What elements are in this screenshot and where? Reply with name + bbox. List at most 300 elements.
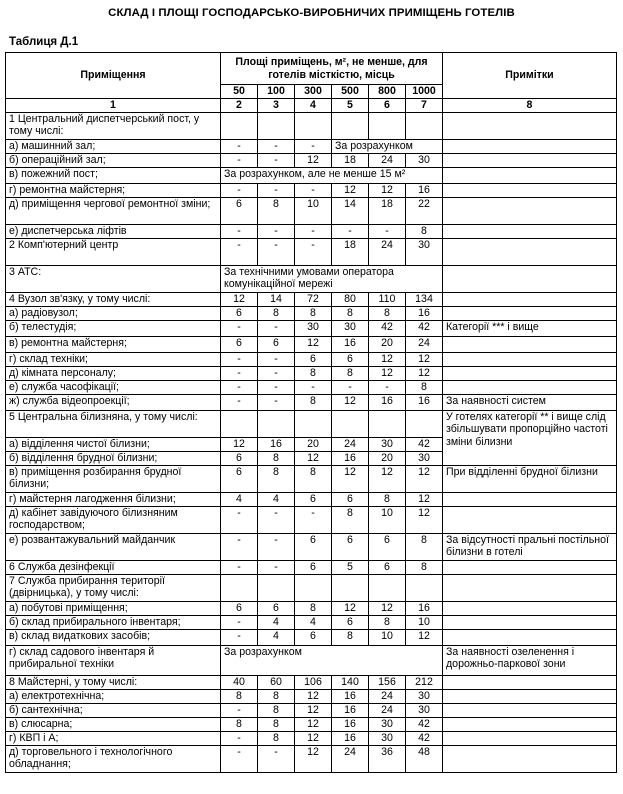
value-cell: 4 bbox=[258, 615, 295, 629]
header-capacity: 100 bbox=[258, 85, 295, 99]
value-cell: - bbox=[221, 183, 258, 197]
value-cell: 8 bbox=[258, 703, 295, 717]
value-cell: 6 bbox=[295, 352, 332, 366]
value-cell bbox=[295, 410, 332, 437]
value-cell bbox=[332, 112, 369, 139]
value-cell: 8 bbox=[406, 224, 443, 238]
value-cell: 6 bbox=[221, 197, 258, 224]
value-cell: 12 bbox=[332, 394, 369, 410]
value-cell: - bbox=[258, 394, 295, 410]
value-cell: 30 bbox=[406, 689, 443, 703]
value-cell: 18 bbox=[332, 238, 369, 265]
value-cell: 6 bbox=[332, 615, 369, 629]
note-cell: Категорії *** і вище bbox=[443, 320, 617, 336]
row-label: б) склад прибирального інвентаря; bbox=[6, 615, 221, 629]
value-cell: - bbox=[221, 366, 258, 380]
row-label: д) приміщення чергової ремонтної зміни; bbox=[6, 197, 221, 224]
value-cell: 12 bbox=[406, 352, 443, 366]
value-cell: - bbox=[369, 380, 406, 394]
value-cell: 8 bbox=[369, 492, 406, 506]
row-label: в) ремонтна майстерня; bbox=[6, 336, 221, 352]
column-index: 2 bbox=[221, 99, 258, 113]
note-cell bbox=[443, 336, 617, 352]
table-row bbox=[6, 731, 617, 745]
value-cell: - bbox=[295, 183, 332, 197]
value-cell: 8 bbox=[258, 451, 295, 465]
note-cell bbox=[443, 265, 617, 292]
value-cell: - bbox=[332, 224, 369, 238]
value-cell: 12 bbox=[221, 292, 258, 306]
value-cell: 8 bbox=[258, 306, 295, 320]
table-row bbox=[6, 703, 617, 717]
value-cell: 30 bbox=[369, 717, 406, 731]
value-cell: 16 bbox=[258, 437, 295, 451]
note-cell bbox=[443, 560, 617, 574]
value-cell: 14 bbox=[258, 292, 295, 306]
value-cell: - bbox=[221, 380, 258, 394]
value-cell: 8 bbox=[258, 717, 295, 731]
value-cell: 12 bbox=[406, 366, 443, 380]
value-cell: - bbox=[221, 139, 258, 153]
table-row bbox=[6, 352, 617, 366]
value-cell: 6 bbox=[258, 336, 295, 352]
row-label: б) операційний зал; bbox=[6, 153, 221, 167]
row-label: 6 Служба дезінфекції bbox=[6, 560, 221, 574]
value-cell: - bbox=[258, 380, 295, 394]
value-cell: 4 bbox=[295, 615, 332, 629]
note-cell bbox=[443, 352, 617, 366]
value-cell bbox=[406, 410, 443, 437]
value-cell: 8 bbox=[221, 689, 258, 703]
value-cell: - bbox=[258, 352, 295, 366]
value-cell: 12 bbox=[332, 465, 369, 492]
value-cell: 12 bbox=[295, 703, 332, 717]
value-cell: - bbox=[258, 506, 295, 533]
note-cell bbox=[443, 167, 617, 183]
note-cell bbox=[443, 689, 617, 703]
value-cell: 20 bbox=[295, 437, 332, 451]
table-row bbox=[6, 265, 617, 292]
value-cell: - bbox=[295, 506, 332, 533]
note-cell bbox=[443, 506, 617, 533]
value-cell: 6 bbox=[221, 306, 258, 320]
row-label: 5 Центральна білизняна, у тому числі: bbox=[6, 410, 221, 437]
value-cell: 8 bbox=[369, 615, 406, 629]
value-cell: - bbox=[221, 506, 258, 533]
note-cell: За наявності озеленення і дорожньо-паркової зони bbox=[443, 645, 617, 675]
column-index: 1 bbox=[6, 99, 221, 113]
row-label: 8 Майстерні, у тому числі: bbox=[6, 675, 221, 689]
header-capacity: 500 bbox=[332, 85, 369, 99]
table-row bbox=[6, 112, 617, 139]
table-row bbox=[6, 292, 617, 306]
value-cell: - bbox=[258, 320, 295, 336]
value-cell: 212 bbox=[406, 675, 443, 689]
value-cell: 4 bbox=[221, 492, 258, 506]
note-cell bbox=[443, 139, 617, 153]
value-cell bbox=[369, 112, 406, 139]
value-cell: - bbox=[295, 139, 332, 153]
value-cell: 12 bbox=[369, 465, 406, 492]
value-cell: - bbox=[258, 139, 295, 153]
row-label: д) торговельного і технологічного обладнання; bbox=[6, 745, 221, 772]
value-cell: - bbox=[221, 224, 258, 238]
row-label: г) майстерня лагодження білизни; bbox=[6, 492, 221, 506]
row-label: а) відділення чистої білизни; bbox=[6, 437, 221, 451]
value-cell bbox=[221, 410, 258, 437]
value-cell bbox=[258, 112, 295, 139]
value-cell bbox=[295, 574, 332, 601]
value-cell: - bbox=[221, 560, 258, 574]
header-capacity: 800 bbox=[369, 85, 406, 99]
table-row bbox=[6, 167, 617, 183]
note-cell bbox=[443, 629, 617, 645]
value-cell: 30 bbox=[369, 437, 406, 451]
row-label: а) побутові приміщення; bbox=[6, 601, 221, 615]
value-cell: - bbox=[295, 238, 332, 265]
column-index: 5 bbox=[332, 99, 369, 113]
header-capacity: 300 bbox=[295, 85, 332, 99]
table-row bbox=[6, 465, 617, 492]
header-room: Приміщення bbox=[6, 53, 221, 99]
value-cell: 12 bbox=[369, 366, 406, 380]
table-row bbox=[6, 197, 617, 224]
row-label: в) слюсарна; bbox=[6, 717, 221, 731]
note-cell bbox=[443, 197, 617, 224]
value-cell: 10 bbox=[369, 506, 406, 533]
value-cell: 110 bbox=[369, 292, 406, 306]
row-label: 1 Центральний диспетчерський пост, у тому числі: bbox=[6, 112, 221, 139]
value-cell: 16 bbox=[332, 451, 369, 465]
table-row bbox=[6, 139, 617, 153]
value-cell bbox=[369, 574, 406, 601]
merged-value-cell: За розрахунком bbox=[332, 139, 443, 153]
row-label: в) склад видаткових засобів; bbox=[6, 629, 221, 645]
row-label: г) КВП і А; bbox=[6, 731, 221, 745]
value-cell: 8 bbox=[258, 465, 295, 492]
note-cell bbox=[443, 238, 617, 265]
value-cell: 40 bbox=[221, 675, 258, 689]
value-cell: 6 bbox=[332, 352, 369, 366]
note-cell: За відсутності пральні постільної білизни в готелі bbox=[443, 533, 617, 560]
table-row bbox=[6, 380, 617, 394]
value-cell: 5 bbox=[332, 560, 369, 574]
value-cell: 16 bbox=[332, 689, 369, 703]
value-cell: 8 bbox=[406, 560, 443, 574]
merged-value-cell: За технічними умовами оператора комунікаційної мережі bbox=[221, 265, 443, 292]
value-cell: 60 bbox=[258, 675, 295, 689]
value-cell: 24 bbox=[369, 238, 406, 265]
value-cell: 12 bbox=[295, 731, 332, 745]
note-cell bbox=[443, 745, 617, 772]
value-cell: 24 bbox=[369, 703, 406, 717]
header-notes: Примітки bbox=[443, 53, 617, 99]
note-cell bbox=[443, 306, 617, 320]
table-caption: Таблиця Д.1 bbox=[9, 36, 79, 48]
table-row bbox=[6, 224, 617, 238]
value-cell: 12 bbox=[406, 506, 443, 533]
value-cell: 8 bbox=[295, 465, 332, 492]
note-cell: За наявності систем bbox=[443, 394, 617, 410]
value-cell: 22 bbox=[406, 197, 443, 224]
value-cell: 30 bbox=[406, 238, 443, 265]
row-label: а) електротехнічна; bbox=[6, 689, 221, 703]
value-cell: 106 bbox=[295, 675, 332, 689]
row-label: 4 Вузол зв'язку, у тому числі: bbox=[6, 292, 221, 306]
merged-value-cell: За розрахунком, але не менше 15 м² bbox=[221, 167, 443, 183]
value-cell: 12 bbox=[369, 183, 406, 197]
value-cell: 48 bbox=[406, 745, 443, 772]
table-row bbox=[6, 689, 617, 703]
value-cell: 16 bbox=[332, 717, 369, 731]
table-row bbox=[6, 601, 617, 615]
value-cell: 12 bbox=[406, 629, 443, 645]
table-row bbox=[6, 717, 617, 731]
header-capacity: 50 bbox=[221, 85, 258, 99]
table-row bbox=[6, 629, 617, 645]
value-cell: 20 bbox=[369, 336, 406, 352]
value-cell: 6 bbox=[221, 601, 258, 615]
value-cell: 12 bbox=[332, 183, 369, 197]
row-label: д) кімната персоналу; bbox=[6, 366, 221, 380]
value-cell: 12 bbox=[295, 689, 332, 703]
value-cell bbox=[369, 410, 406, 437]
value-cell: 16 bbox=[332, 731, 369, 745]
header-area: Площі приміщень, м², не менше, для готелів місткістю, місць bbox=[221, 53, 443, 85]
column-index: 8 bbox=[443, 99, 617, 113]
value-cell: 30 bbox=[406, 451, 443, 465]
value-cell: 30 bbox=[369, 731, 406, 745]
value-cell: 8 bbox=[332, 506, 369, 533]
value-cell: - bbox=[221, 320, 258, 336]
value-cell: 4 bbox=[258, 629, 295, 645]
table-row bbox=[6, 366, 617, 380]
value-cell: 18 bbox=[369, 197, 406, 224]
note-cell bbox=[443, 675, 617, 689]
value-cell: - bbox=[221, 394, 258, 410]
row-label: 2 Комп'ютерний центр bbox=[6, 238, 221, 265]
header-capacity: 1000 bbox=[406, 85, 443, 99]
value-cell: 16 bbox=[406, 306, 443, 320]
row-label: д) кабінет завідуючого білизняним господарством; bbox=[6, 506, 221, 533]
value-cell: 8 bbox=[295, 394, 332, 410]
value-cell: 16 bbox=[332, 703, 369, 717]
row-label: б) сантехнічна; bbox=[6, 703, 221, 717]
row-label: е) служба часофікації; bbox=[6, 380, 221, 394]
value-cell: 6 bbox=[369, 560, 406, 574]
value-cell: 6 bbox=[369, 533, 406, 560]
table-row bbox=[6, 745, 617, 772]
value-cell: 8 bbox=[332, 306, 369, 320]
value-cell: 8 bbox=[369, 306, 406, 320]
value-cell: 12 bbox=[406, 465, 443, 492]
value-cell: 30 bbox=[406, 153, 443, 167]
value-cell bbox=[332, 574, 369, 601]
value-cell: - bbox=[258, 533, 295, 560]
value-cell: 6 bbox=[332, 533, 369, 560]
value-cell: 42 bbox=[406, 437, 443, 451]
value-cell bbox=[258, 410, 295, 437]
value-cell bbox=[221, 112, 258, 139]
table-row bbox=[6, 506, 617, 533]
value-cell: 6 bbox=[221, 336, 258, 352]
value-cell: 24 bbox=[406, 336, 443, 352]
value-cell: 80 bbox=[332, 292, 369, 306]
note-cell bbox=[443, 366, 617, 380]
column-index: 6 bbox=[369, 99, 406, 113]
value-cell: - bbox=[258, 238, 295, 265]
value-cell: 8 bbox=[406, 533, 443, 560]
row-label: е) розвантажувальний майданчик bbox=[6, 533, 221, 560]
value-cell: - bbox=[221, 629, 258, 645]
note-cell bbox=[443, 492, 617, 506]
value-cell: - bbox=[221, 238, 258, 265]
value-cell: 8 bbox=[332, 629, 369, 645]
value-cell: 36 bbox=[369, 745, 406, 772]
table-row bbox=[6, 675, 617, 689]
note-cell bbox=[443, 574, 617, 601]
note-cell bbox=[443, 615, 617, 629]
value-cell: 20 bbox=[369, 451, 406, 465]
value-cell: 6 bbox=[295, 629, 332, 645]
column-index: 7 bbox=[406, 99, 443, 113]
value-cell: - bbox=[258, 183, 295, 197]
value-cell: 30 bbox=[295, 320, 332, 336]
value-cell: 12 bbox=[369, 601, 406, 615]
value-cell: - bbox=[221, 352, 258, 366]
value-cell: 8 bbox=[221, 717, 258, 731]
value-cell bbox=[332, 410, 369, 437]
row-label: е) диспетчерська ліфтів bbox=[6, 224, 221, 238]
value-cell: 12 bbox=[295, 745, 332, 772]
value-cell: 12 bbox=[295, 451, 332, 465]
value-cell: 12 bbox=[369, 352, 406, 366]
value-cell: 10 bbox=[406, 615, 443, 629]
value-cell: 12 bbox=[295, 717, 332, 731]
value-cell: 16 bbox=[332, 336, 369, 352]
row-label: 7 Служба прибирання території (двірницька), у тому числі: bbox=[6, 574, 221, 601]
table-row bbox=[6, 574, 617, 601]
note-cell bbox=[443, 731, 617, 745]
note-cell bbox=[443, 703, 617, 717]
value-cell: 6 bbox=[295, 492, 332, 506]
value-cell: 12 bbox=[221, 437, 258, 451]
value-cell: - bbox=[221, 615, 258, 629]
row-label: б) відділення брудної білизни; bbox=[6, 451, 221, 465]
row-label: ж) служба відеопроекції; bbox=[6, 394, 221, 410]
table-row bbox=[6, 320, 617, 336]
note-cell bbox=[443, 153, 617, 167]
table-row bbox=[6, 645, 617, 675]
table-row bbox=[6, 153, 617, 167]
table-row bbox=[6, 306, 617, 320]
value-cell: 140 bbox=[332, 675, 369, 689]
note-cell bbox=[443, 292, 617, 306]
value-cell bbox=[295, 112, 332, 139]
value-cell: - bbox=[258, 560, 295, 574]
value-cell: 72 bbox=[295, 292, 332, 306]
table-row bbox=[6, 492, 617, 506]
table-row bbox=[6, 238, 617, 265]
row-label: г) склад садового інвентаря й прибиральної техніки bbox=[6, 645, 221, 675]
note-cell bbox=[443, 380, 617, 394]
value-cell: 8 bbox=[406, 380, 443, 394]
value-cell: 42 bbox=[369, 320, 406, 336]
note-cell: При відділенні брудної білизни bbox=[443, 465, 617, 492]
row-label: г) ремонтна майстерня; bbox=[6, 183, 221, 197]
table-row bbox=[6, 615, 617, 629]
value-cell: - bbox=[221, 731, 258, 745]
value-cell: 6 bbox=[221, 465, 258, 492]
value-cell: 16 bbox=[406, 394, 443, 410]
value-cell: 24 bbox=[369, 153, 406, 167]
value-cell: - bbox=[258, 745, 295, 772]
value-cell: - bbox=[221, 745, 258, 772]
value-cell bbox=[406, 574, 443, 601]
value-cell: 8 bbox=[258, 197, 295, 224]
row-label: б) телестудія; bbox=[6, 320, 221, 336]
table-row bbox=[6, 560, 617, 574]
value-cell: - bbox=[258, 366, 295, 380]
note-cell bbox=[443, 601, 617, 615]
value-cell: 24 bbox=[332, 437, 369, 451]
note-cell: У готелях категорії ** і вище слід збільшувати пропорційно частоті зміни білизни bbox=[443, 410, 617, 465]
value-cell: 10 bbox=[295, 197, 332, 224]
table-row bbox=[6, 394, 617, 410]
value-cell: 12 bbox=[332, 601, 369, 615]
value-cell: 30 bbox=[406, 703, 443, 717]
row-label: в) приміщення розбирання брудної білизни; bbox=[6, 465, 221, 492]
value-cell: 8 bbox=[295, 306, 332, 320]
premises-table bbox=[5, 52, 617, 773]
value-cell: 8 bbox=[295, 366, 332, 380]
value-cell: 42 bbox=[406, 320, 443, 336]
value-cell: 16 bbox=[406, 183, 443, 197]
value-cell: 16 bbox=[369, 394, 406, 410]
value-cell: 4 bbox=[258, 492, 295, 506]
column-index: 3 bbox=[258, 99, 295, 113]
document-title: СКЛАД І ПЛОЩІ ГОСПОДАРСЬКО-ВИРОБНИЧИХ ПРИМІЩЕНЬ ГОТЕЛІВ bbox=[108, 7, 515, 19]
column-index: 4 bbox=[295, 99, 332, 113]
value-cell: 8 bbox=[295, 601, 332, 615]
value-cell: 8 bbox=[258, 731, 295, 745]
value-cell: - bbox=[295, 380, 332, 394]
row-label: 3 АТС: bbox=[6, 265, 221, 292]
value-cell bbox=[406, 112, 443, 139]
value-cell: 42 bbox=[406, 731, 443, 745]
value-cell bbox=[258, 574, 295, 601]
row-label: а) радіовузол; bbox=[6, 306, 221, 320]
value-cell: 6 bbox=[258, 601, 295, 615]
value-cell: 134 bbox=[406, 292, 443, 306]
table-row bbox=[6, 533, 617, 560]
value-cell: - bbox=[221, 533, 258, 560]
value-cell: 16 bbox=[406, 601, 443, 615]
value-cell: - bbox=[221, 153, 258, 167]
value-cell: 18 bbox=[332, 153, 369, 167]
table-row bbox=[6, 183, 617, 197]
value-cell bbox=[221, 574, 258, 601]
value-cell: 8 bbox=[332, 366, 369, 380]
value-cell: 6 bbox=[295, 560, 332, 574]
value-cell: - bbox=[295, 224, 332, 238]
value-cell: 14 bbox=[332, 197, 369, 224]
value-cell: - bbox=[332, 380, 369, 394]
row-label: г) склад техніки; bbox=[6, 352, 221, 366]
merged-value-cell: За розрахунком bbox=[221, 645, 443, 675]
value-cell: 24 bbox=[332, 745, 369, 772]
value-cell: 24 bbox=[369, 689, 406, 703]
